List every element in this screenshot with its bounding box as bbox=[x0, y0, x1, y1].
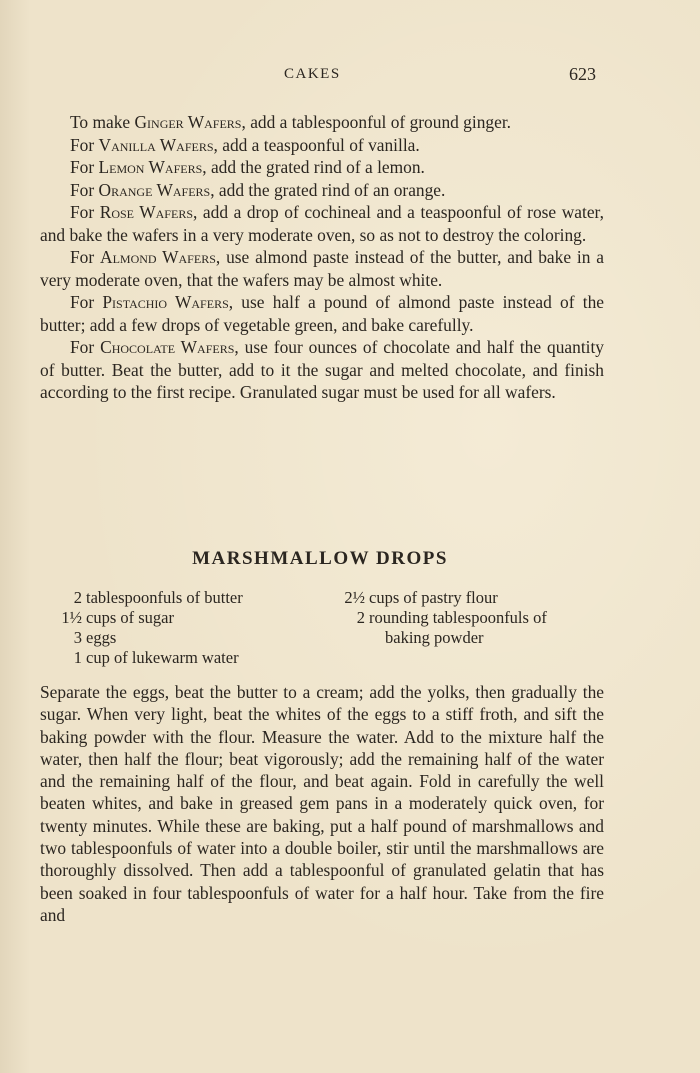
variation-paragraph: For Vanilla Wafers, add a teaspoonful of vanilla. bbox=[70, 134, 420, 155]
variation-name: Lemon Wafers bbox=[98, 157, 203, 177]
page-number: 623 bbox=[569, 64, 596, 84]
ingredient-text: cups of pastry flour bbox=[369, 588, 498, 607]
ingredients-column-left bbox=[40, 588, 315, 668]
ingredient-text: cups of sugar bbox=[86, 608, 174, 627]
variation-name: Pistachio Wafers bbox=[102, 292, 229, 312]
ingredient-item bbox=[40, 628, 315, 648]
variation-name: Rose Wafers bbox=[99, 202, 193, 222]
method-paragraph: Separate the eggs, beat the butter to a cream; add the yolks, then gradually the sugar. When very light, beat the whites of the eggs to a stiff froth, and sift the baking powder with the flour. Measure the water. Add to the mixture half the water, then half the flour; beat vigorously; add the remaining half of the water and the remaining half of the flour, and beat again. Fold in carefully the well beaten whites, and bake in greased gem pans in a moderately quick oven, for twenty minutes. While these are baking, put a half pound of marshmallows and two tablespoonfuls of water into a double boiler, stir until the marshmallows are thoroughly dissolved. Then add a tablespoonful of granulated gelatin that has been soaked in four tablespoonfuls of water for a half hour. Take from the fire and bbox=[40, 682, 604, 925]
ingredient-text: rounding tablespoonfuls of bbox=[369, 608, 547, 627]
variation-name: Vanilla Wafers bbox=[98, 134, 214, 155]
ingredient-quantity: 1½ bbox=[61, 608, 82, 627]
ingredient-quantity: 3 bbox=[73, 628, 82, 647]
variation-name: Ginger Wafers bbox=[134, 112, 242, 132]
ingredient-quantity: 2 bbox=[356, 608, 365, 627]
variation-name: Almond Wafers bbox=[100, 247, 216, 267]
variation-paragraph: For Chocolate Wafers, use four ounces of chocolate and half the quantity of butter. Beat the butter, add to it the sugar and melted chocolate, and finish according to the first recipe. Granulated sugar must be used for all wafers. bbox=[40, 337, 605, 402]
variation-paragraph: For Rose Wafers, add a drop of cochineal and a teaspoonful of rose water, and bake the wafers in a very moderate oven, so as not to destroy the coloring. bbox=[40, 202, 604, 245]
recipe-method bbox=[40, 681, 604, 926]
variation-paragraph: To make Ginger Wafers, add a tablespoonful of ground ginger. bbox=[70, 112, 511, 132]
ingredients-column-right bbox=[325, 588, 605, 648]
variation-paragraph: For Orange Wafers, add the grated rind of an orange. bbox=[70, 179, 446, 200]
recipe-title: MARSHMALLOW DROPS bbox=[192, 548, 448, 569]
ingredient-text: cup of lukewarm water bbox=[86, 648, 239, 667]
variation-paragraph: For Pistachio Wafers, use half a pound of almond paste instead of the butter; add a few drops of vegetable green, and bake carefully. bbox=[40, 292, 604, 335]
variation-name: Orange Wafers bbox=[98, 179, 211, 200]
variation-paragraph: For Lemon Wafers, add the grated rind of a lemon. bbox=[70, 157, 425, 177]
ingredient-quantity: 2 bbox=[73, 588, 82, 607]
variation-paragraph: For Almond Wafers, use almond paste instead of the butter, and bake in a very moderate oven, that the wafers may be almost white. bbox=[40, 247, 605, 290]
ingredient-item bbox=[325, 608, 605, 648]
variation-name: Chocolate Wafers bbox=[100, 337, 235, 357]
running-head bbox=[0, 66, 700, 90]
ingredients-list bbox=[40, 588, 604, 674]
ingredient-item bbox=[40, 608, 315, 628]
ingredient-continuation: baking powder bbox=[385, 628, 484, 647]
ingredient-quantity: 1 bbox=[73, 648, 82, 667]
ingredient-text: tablespoonfuls of butter bbox=[86, 588, 243, 607]
ingredient-item bbox=[325, 588, 605, 608]
ingredient-item bbox=[40, 648, 315, 668]
ingredient-quantity: 2½ bbox=[344, 588, 365, 607]
ingredient-item bbox=[40, 588, 315, 608]
section-title: CAKES bbox=[284, 66, 341, 82]
wafer-variations bbox=[40, 111, 604, 404]
ingredient-text: eggs bbox=[86, 628, 117, 647]
